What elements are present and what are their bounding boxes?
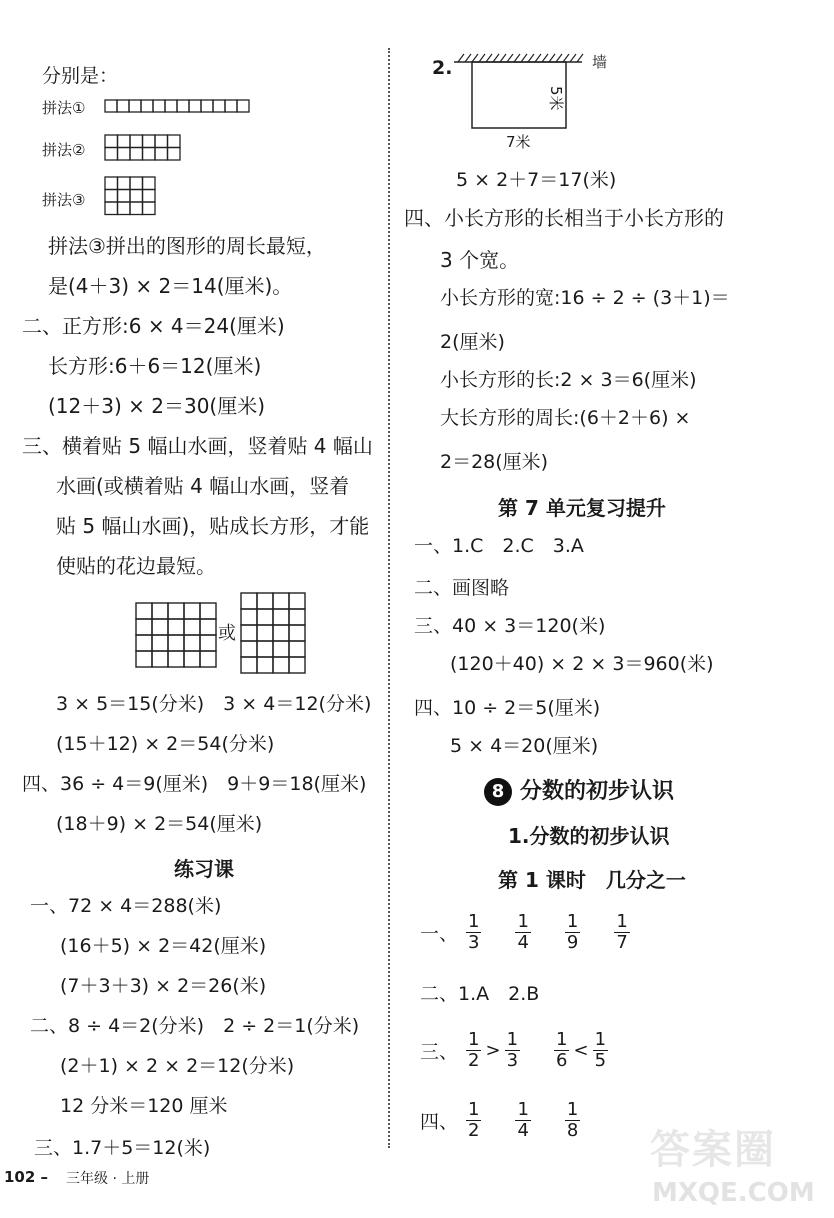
- denominator: 2: [468, 1050, 480, 1071]
- text-line: 12 分米＝120 厘米: [60, 1095, 228, 1117]
- grid-cell: [165, 100, 177, 112]
- grid-cell: [184, 619, 200, 635]
- grid-cell: [189, 100, 201, 112]
- wall-hatch: [556, 54, 562, 62]
- chapter-heading: [484, 774, 674, 806]
- grid-cell: [273, 593, 289, 609]
- denominator: 5: [594, 1050, 607, 1071]
- fraction: [565, 1100, 580, 1141]
- text-line: 长方形:6＋6＝12(厘米): [48, 354, 262, 378]
- fraction: [515, 912, 530, 953]
- bottom-length-label: 7米: [506, 133, 531, 151]
- grid-cell: [143, 190, 156, 203]
- numerator: 1: [468, 911, 480, 932]
- text-line: 拼法③拼出的图形的周长最短，: [48, 234, 326, 258]
- denominator: 8: [566, 1120, 579, 1141]
- wall-hatch: [535, 54, 541, 62]
- text-line: (15＋12) × 2＝54(分米): [56, 733, 275, 755]
- grid-cell: [200, 603, 216, 619]
- grid-cell: [200, 619, 216, 635]
- text-line: 小长方形的宽:16 ÷ 2 ÷ (3＋1)＝: [440, 287, 730, 309]
- text-line: 三、1.7＋5＝12(米): [34, 1137, 211, 1159]
- wall-hatch: [542, 54, 548, 62]
- fraction: [466, 1100, 481, 1141]
- numerator: 1: [566, 911, 579, 932]
- grid-cell: [130, 148, 143, 161]
- text-line: 一、1.C 2.C 3.A: [414, 535, 584, 557]
- grid-cell: [289, 657, 305, 673]
- comparison-operator: <: [573, 1040, 589, 1061]
- fraction-answer-row-1: [420, 912, 656, 953]
- grid-cell: [168, 635, 184, 651]
- section-heading: 第 7 单元复习提升: [498, 496, 666, 520]
- grid-cell: [152, 651, 168, 667]
- grid-cell: [136, 635, 152, 651]
- wall-hatch: [521, 54, 527, 62]
- grid-cell: [117, 100, 129, 112]
- text-line: 2＝28(厘米): [440, 451, 549, 473]
- column-divider: [388, 48, 390, 1148]
- grid-cell: [118, 190, 131, 203]
- method-1-label: 拼法①: [42, 99, 86, 117]
- denominator: 3: [468, 932, 480, 953]
- numerator: 1: [616, 911, 628, 932]
- text-line: (2＋1) × 2 × 2＝12(分米): [60, 1055, 295, 1077]
- method-3-label: 拼法③: [42, 191, 86, 209]
- grid-cell: [201, 100, 213, 112]
- text-line: 四、10 ÷ 2＝5(厘米): [414, 697, 601, 719]
- grid-cell: [257, 593, 273, 609]
- wall-hatch: [563, 54, 569, 62]
- grid-cell: [130, 190, 143, 203]
- grid-cell: [273, 609, 289, 625]
- grid-3x4: [104, 176, 156, 216]
- method-2-label: 拼法②: [42, 141, 86, 159]
- item-label: 三、: [420, 1041, 459, 1063]
- grid-cell: [118, 135, 131, 148]
- grid-cell: [257, 657, 273, 673]
- grid-cell: [152, 635, 168, 651]
- wall-diagram: [452, 52, 592, 136]
- text-line: 二、1.A 2.B: [420, 983, 540, 1005]
- grid-cell: [155, 135, 168, 148]
- grid-cell: [289, 625, 305, 641]
- fraction-answer-row-3: [420, 1030, 616, 1071]
- section-heading: 1.分数的初步认识: [508, 824, 670, 848]
- grid-cell: [105, 100, 117, 112]
- wall-hatch: [500, 54, 506, 62]
- text-line: (16＋5) × 2＝42(厘米): [60, 935, 267, 957]
- numerator: 1: [517, 911, 529, 932]
- grid-cell: [289, 641, 305, 657]
- fraction: [554, 1030, 569, 1071]
- fraction: [614, 912, 629, 953]
- grid-cell: [105, 190, 118, 203]
- denominator: 7: [616, 932, 628, 953]
- watermark-logo: 答案圈: [650, 1127, 776, 1173]
- grid-cell: [152, 603, 168, 619]
- grid-cell: [105, 135, 118, 148]
- wall-hatch: [570, 54, 576, 62]
- text-line: 5 × 2＋7＝17(米): [456, 169, 617, 191]
- text-line: 3 × 5＝15(分米) 3 × 4＝12(分米): [56, 693, 372, 715]
- text-line: 三、40 × 3＝120(米): [414, 615, 606, 637]
- grid-cell: [241, 593, 257, 609]
- numerator: 1: [566, 1099, 579, 1120]
- text-line: 2(厘米): [440, 331, 505, 353]
- fraction: [466, 1030, 481, 1071]
- grid-cell: [105, 148, 118, 161]
- text-line: 四、36 ÷ 4＝9(厘米) 9＋9＝18(厘米): [22, 773, 367, 795]
- wall-hatch: [514, 54, 520, 62]
- denominator: 4: [517, 1120, 529, 1141]
- grid-cell: [257, 641, 273, 657]
- grid-2x6: [104, 134, 182, 162]
- text-line: 贴 5 幅山水画)，贴成长方形，才能: [56, 514, 370, 538]
- text-line: 水画(或横着贴 4 幅山水画，竖着: [56, 474, 350, 498]
- fraction: [565, 912, 580, 953]
- grid-cell: [105, 202, 118, 215]
- grid-cell: [143, 177, 156, 190]
- text-line: (12＋3) × 2＝30(厘米): [48, 394, 266, 418]
- grid-cell: [153, 100, 165, 112]
- grid-cell: [136, 603, 152, 619]
- grid-cell: [168, 148, 181, 161]
- denominator: 3: [506, 1050, 519, 1071]
- text-line: 是(4＋3) × 2＝14(厘米)。: [48, 274, 293, 298]
- numerator: 1: [468, 1099, 480, 1120]
- wall-hatch: [549, 54, 555, 62]
- wall-hatch: [493, 54, 499, 62]
- grid-cell: [168, 135, 181, 148]
- grid-cell: [213, 100, 225, 112]
- grid-cell: [241, 625, 257, 641]
- denominator: 4: [517, 932, 529, 953]
- text-line: 二、8 ÷ 4＝2(分米) 2 ÷ 2＝1(分米): [30, 1015, 360, 1037]
- grid-cell: [143, 135, 156, 148]
- grid-cell: [118, 148, 131, 161]
- fraction: [515, 1100, 530, 1141]
- grid-cell: [118, 202, 131, 215]
- text-line: 3 个宽。: [440, 248, 520, 272]
- numerator: 1: [556, 1029, 568, 1050]
- chapter-number-badge: 8: [484, 778, 512, 806]
- wall-hatch: [458, 54, 464, 62]
- grid-cell: [225, 100, 237, 112]
- grid-cell: [130, 202, 143, 215]
- wall-hatch: [465, 54, 471, 62]
- wall-hatch: [507, 54, 513, 62]
- grid-cell: [118, 177, 131, 190]
- numerator: 1: [594, 1029, 607, 1050]
- grid-cell: [200, 635, 216, 651]
- grid-cell: [273, 625, 289, 641]
- grid-cell: [289, 609, 305, 625]
- numerator: 1: [517, 1099, 529, 1120]
- grid-cell: [273, 657, 289, 673]
- text-line: (18＋9) × 2＝54(厘米): [56, 813, 263, 835]
- text-line: 分别是：: [42, 65, 119, 87]
- grid-cell: [257, 625, 273, 641]
- text-line: 四、小长方形的长相当于小长方形的: [404, 206, 724, 230]
- wall-hatch: [479, 54, 485, 62]
- grid-cell: [168, 603, 184, 619]
- grid-cell: [177, 100, 189, 112]
- grid-cell: [241, 641, 257, 657]
- grid-cell: [130, 177, 143, 190]
- section-heading: 练习课: [174, 857, 234, 881]
- or-label: 或: [218, 623, 236, 644]
- grid-cell: [143, 148, 156, 161]
- question-number: 2.: [432, 57, 453, 79]
- text-line: 二、正方形:6 × 4＝24(厘米): [22, 314, 285, 338]
- grid-cell: [241, 609, 257, 625]
- grid-cell: [237, 100, 249, 112]
- text-line: 一、72 × 4＝288(米): [30, 895, 222, 917]
- grid-cell: [184, 603, 200, 619]
- page-number: 102 –: [4, 1168, 49, 1186]
- comparison-operator: >: [485, 1040, 501, 1061]
- text-line: (7＋3＋3) × 2＝26(米): [60, 975, 267, 997]
- lesson-heading: 第 1 课时 几分之一: [498, 868, 686, 892]
- grid-cell: [168, 619, 184, 635]
- wall-hatch: [577, 54, 583, 62]
- side-length-label: 5米: [547, 86, 565, 111]
- grid-cell: [136, 619, 152, 635]
- grid-cell: [152, 619, 168, 635]
- text-line: 三、横着贴 5 幅山水画，竖着贴 4 幅山: [22, 434, 373, 458]
- wall-hatch: [486, 54, 492, 62]
- numerator: 1: [506, 1029, 519, 1050]
- fraction: [466, 912, 481, 953]
- grid-1x12: [104, 99, 252, 115]
- text-line: 使贴的花边最短。: [56, 554, 216, 578]
- text-line: 小长方形的长:2 × 3＝6(厘米): [440, 369, 697, 391]
- grid-cell: [136, 651, 152, 667]
- grid-cell: [257, 609, 273, 625]
- grid-cell: [105, 177, 118, 190]
- fraction-answer-row-4: [420, 1100, 606, 1141]
- grid-cell: [155, 148, 168, 161]
- wall-hatch: [472, 54, 478, 62]
- fraction: [505, 1030, 520, 1071]
- grid-cell: [241, 657, 257, 673]
- numerator: 1: [468, 1029, 480, 1050]
- chapter-title: 分数的初步认识: [520, 779, 675, 804]
- grid-4x5: [135, 602, 217, 670]
- text-line: (120＋40) × 2 × 3＝960(米): [450, 653, 714, 675]
- text-line: 大长方形的周长:(6＋2＋6) ×: [440, 407, 691, 429]
- denominator: 2: [468, 1120, 480, 1141]
- grid-cell: [200, 651, 216, 667]
- denominator: 6: [556, 1050, 568, 1071]
- grid-cell: [289, 593, 305, 609]
- grid-cell: [129, 100, 141, 112]
- grid-5x4: [240, 592, 306, 674]
- denominator: 9: [566, 932, 579, 953]
- grid-cell: [141, 100, 153, 112]
- item-label: 一、: [420, 923, 459, 945]
- grade-label: 三年级 · 上册: [66, 1171, 150, 1187]
- item-label: 四、: [420, 1111, 459, 1133]
- grid-cell: [168, 651, 184, 667]
- wall-hatch: [528, 54, 534, 62]
- grid-cell: [184, 635, 200, 651]
- grid-cell: [273, 641, 289, 657]
- text-line: 5 × 4＝20(厘米): [450, 735, 599, 757]
- fraction: [593, 1030, 608, 1071]
- watermark-url: MXQE.COM: [652, 1178, 815, 1208]
- grid-cell: [184, 651, 200, 667]
- wall-label: 墙: [592, 53, 608, 71]
- grid-cell: [130, 135, 143, 148]
- grid-cell: [143, 202, 156, 215]
- text-line: 二、画图略: [414, 577, 510, 599]
